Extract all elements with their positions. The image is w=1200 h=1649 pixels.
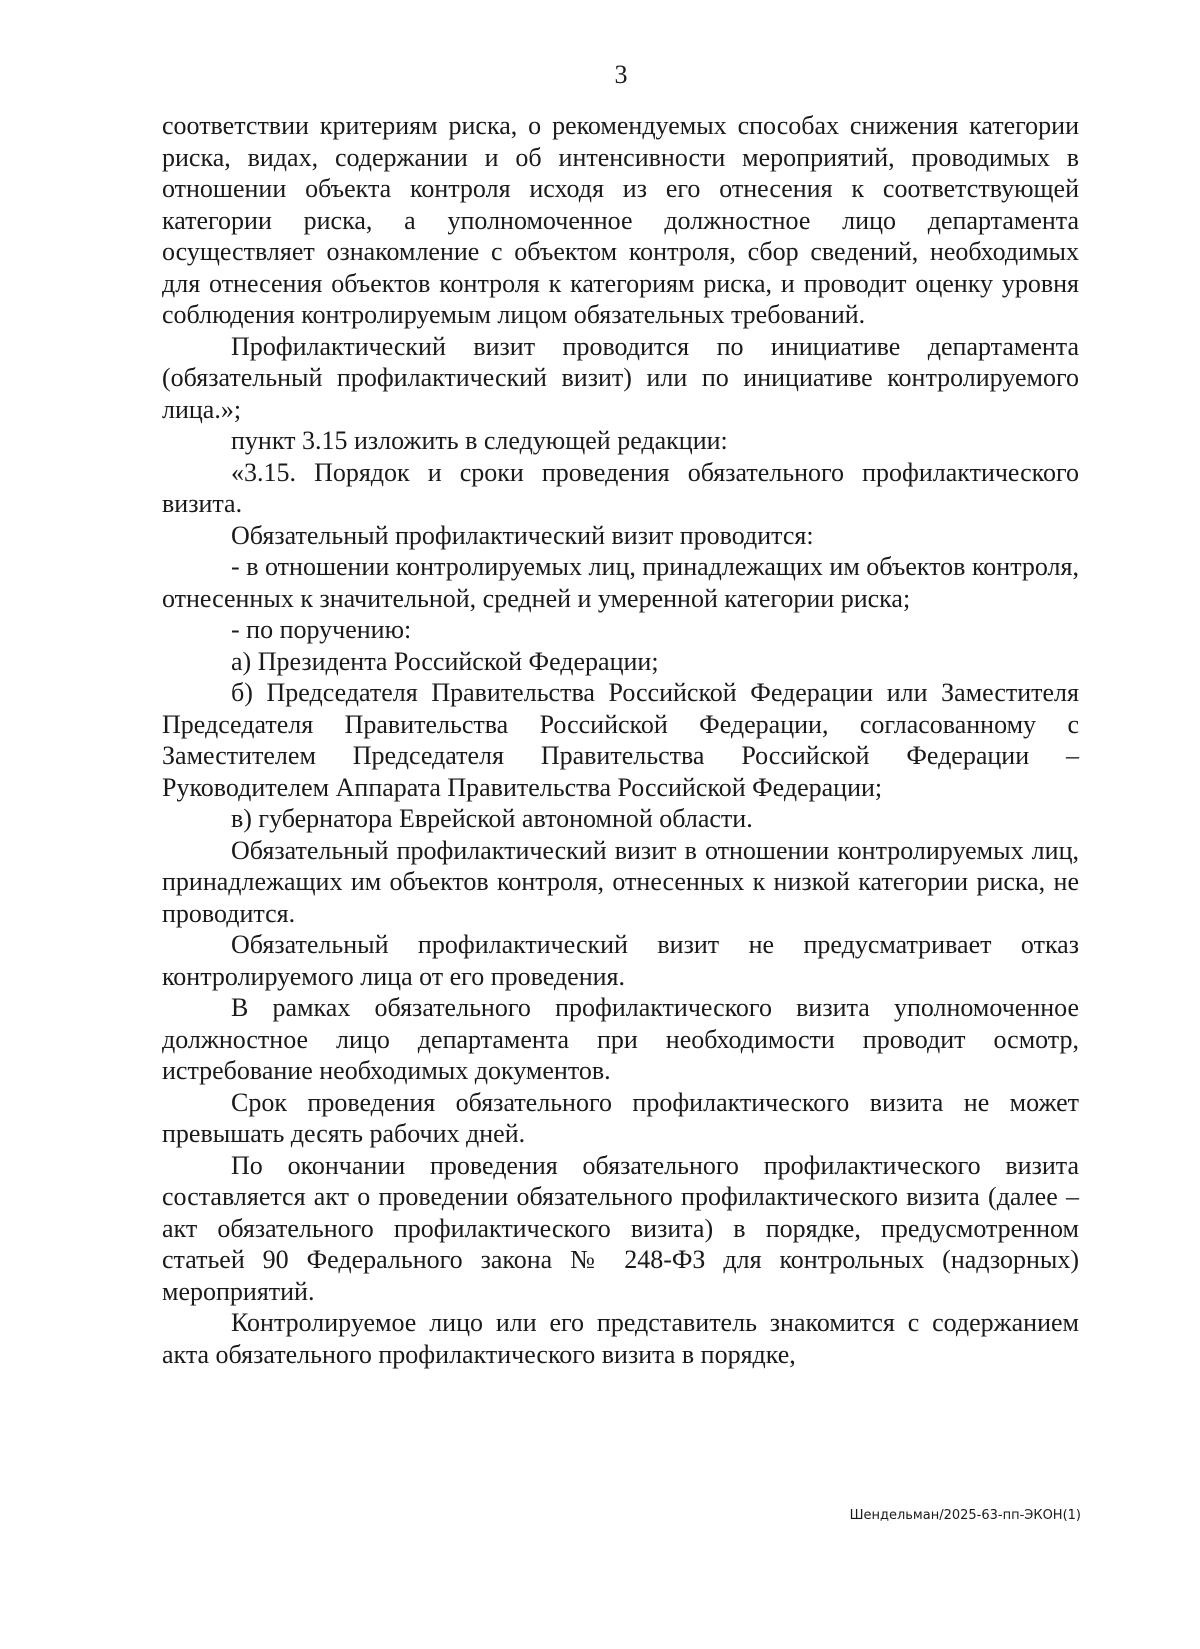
paragraph: Обязательный профилактический визит проводится:	[231, 520, 814, 550]
paragraph: В рамках обязательного профилактического визита уполномоченное должностное лицо департамента при необходимости проводит осмотр, истребование необходимых документов.	[162, 993, 1079, 1085]
paragraph: пункт 3.15 изложить в следующей редакции:	[231, 426, 728, 455]
paragraph: «3.15. Порядок и сроки проведения обязательного профилактического визита.	[162, 457, 1079, 518]
paragraph: Срок проведения обязательного профилактического визита не может превышать десять рабочих дней.	[162, 1087, 1079, 1148]
list-item: - в отношении контролируемых лиц, принадлежащих им объектов контроля, отнесенных к значительной, средней и умеренной категории риска;	[162, 552, 1079, 613]
paragraph: Обязательный профилактический визит в отношении контролируемых лиц, принадлежащих им объектов контроля, отнесенных к низкой категории риска, не проводится.	[162, 835, 1079, 928]
list-item: в) губернатора Еврейской автономной области.	[231, 804, 753, 833]
paragraph: соответствии критериям риска, о рекомендуемых способах снижения категории риска, видах, содержании и об интенсивности мероприятий, проводимых в отношении объекта контроля исходя из его отнесения к соответствующей категории риска, а уполномоченное должностное лицо департамента осуществляет ознакомление с объектом контроля, сбор сведений, необходимых для отнесения объектов контроля к категориям риска, и проводит оценку уровня соблюдения контролируемым лицом обязательных требований.	[162, 111, 1079, 329]
document-body	[162, 110, 1079, 1370]
paragraph: Обязательный профилактический визит не предусматривает отказ контролируемого лица от его проведения.	[162, 930, 1079, 991]
list-item: а) Президента Российской Федерации;	[231, 646, 659, 676]
paragraph: Профилактический визит проводится по инициативе департамента (обязательный профилактический визит) или по инициативе контролируемого лица.»;	[162, 331, 1079, 424]
list-item: б) Председателя Правительства Российской Федерации или Заместителя Председателя Правительства Российской Федерации, согласованному с Заместителем Председателя Правительства Российской Федерации – Руководителем Аппарата Правительства Российской Федерации;	[162, 678, 1079, 802]
paragraph: По окончании проведения обязательного профилактического визита составляется акт о проведении обязательного профилактического визита (далее – акт обязательного профилактического визита) в порядке, предусмотренном статьей 90 Федерального закона № 248-ФЗ для контрольных (надзорных) мероприятий.	[162, 1150, 1079, 1306]
list-item: - по поручению:	[231, 615, 412, 644]
paragraph: Контролируемое лицо или его представитель знакомится с содержанием акта обязательного профилактического визита в порядке,	[162, 1308, 1079, 1369]
document-code: Шендельман/2025-63-пп-ЭКОН(1)	[849, 1508, 1081, 1523]
page-number: 3	[614, 60, 628, 89]
